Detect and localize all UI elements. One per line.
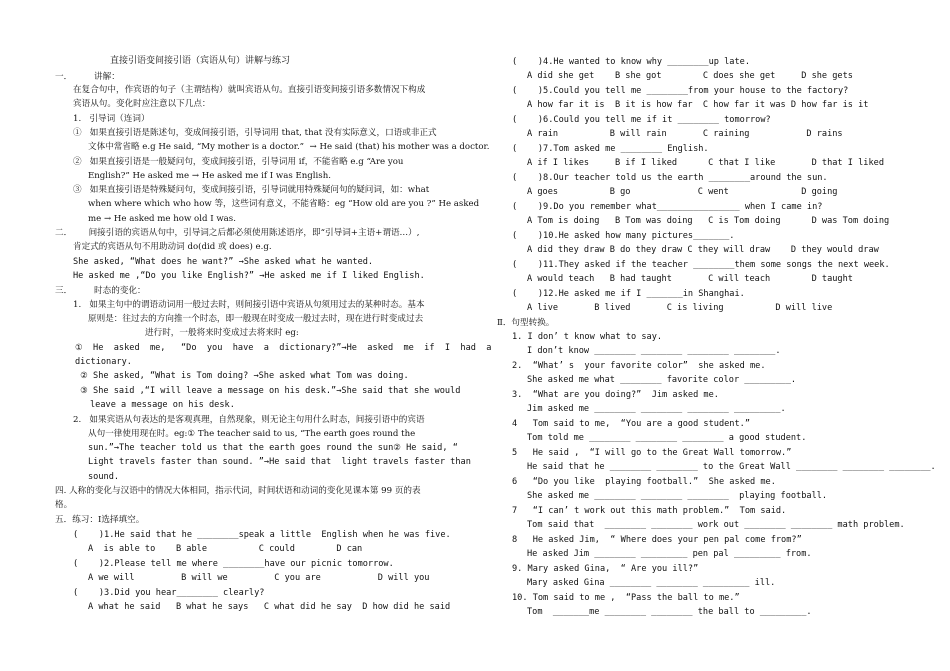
- left-text-line: 三． 时态的变化：: [55, 286, 146, 296]
- right-text-line: A Tom is doing B Tom was doing C is Tom doing D was Tom doing: [527, 216, 890, 226]
- left-text-line: 一． 讲解：: [55, 72, 120, 82]
- left-text-line: ( )1.He said that he ________speak a little English when he was five.: [73, 530, 451, 540]
- left-text-line: 进行时，一般将来时变成过去将来时 eg:: [145, 328, 299, 338]
- left-text-line: 五．练习：Ⅰ选择填空。: [55, 515, 145, 525]
- left-text-line: ① He asked me, “Do you have a dictionary?”→He asked me if I had a: [75, 343, 492, 353]
- right-text-line: ( )12.He asked me if I _______in Shanghai.: [512, 289, 745, 299]
- left-text-line: ( )3.Did you hear________ clearly?: [73, 588, 265, 598]
- left-text-line: when where which who how 等，这些词有意义，不能省略：eg “How old are you ?” He asked: [88, 199, 480, 209]
- right-text-line: ( )5.Could you tell me ________from your house to the factory?: [512, 86, 849, 96]
- left-text-line: 文体中常省略 e.g He said, “My mother is a doctor.” → He said (that) his mother was a doctor.: [88, 142, 490, 152]
- right-text-line: 10. Tom said to me , “Pass the ball to me.”: [512, 593, 740, 603]
- right-text-line: Ⅱ．句型转换。: [497, 318, 555, 328]
- right-text-line: ( )10.He asked how many pictures_______.: [512, 231, 735, 241]
- left-text-line: 宾语从句。变化时应注意以下几点：: [73, 99, 211, 109]
- right-text-line: ( )6.Could you tell me if it ________ tomorrow?: [512, 115, 771, 125]
- left-text-line: A we will B will we C you are D will you: [88, 573, 430, 583]
- left-text-line: Light travels faster than sound. ”→He said that light travels faster than: [88, 457, 471, 467]
- left-text-line: 四. 人称的变化与汉语中的情况大体相同，指示代词，时间状语和动词的变化见课本第 99 页的表: [55, 486, 421, 496]
- right-text-line: She asked me ________ ________ ________ playing football.: [527, 491, 828, 501]
- left-text-line: 二． 间接引语的宾语从句中，引导词之后都必须使用陈述语序，即“引导词+主语+谓语…）,: [55, 228, 420, 238]
- right-text-line: A did she get B she got C does she get D she gets: [527, 71, 853, 81]
- left-text-line: dictionary.: [75, 357, 132, 367]
- right-text-line: 2. “What’ s your favorite color” she asked me.: [512, 361, 766, 371]
- left-text-line: A is able to B able C could D can: [88, 544, 363, 554]
- left-text-line: 1. 引导词（连词）: [73, 114, 150, 124]
- right-text-line: 5 He said , “I will go to the Great Wall tomorrow.”: [512, 448, 792, 458]
- right-text-line: 8 He asked Jim, “ Where does your pen pal come from?”: [512, 535, 802, 545]
- right-text-line: 1. I don’ t know what to say.: [512, 332, 663, 342]
- left-text-line: me → He asked me how old I was.: [88, 214, 236, 224]
- left-text-line: ③ 如果直接引语是特殊疑问句，变成间接引语，引导词就用特殊疑问句的疑问词，如：what: [73, 185, 430, 195]
- left-text-line: ② She asked, “What is Tom doing? →She asked what Tom was doing.: [75, 371, 409, 381]
- left-text-line: 直接引语变间接引语（宾语从句）讲解与练习: [110, 56, 291, 66]
- right-text-line: He said that he ________ ________ to the Great Wall ________ ________ ________.: [527, 462, 936, 472]
- left-text-line: 从句一律使用现在时。eg:① The teacher said to us, “The earth goes round the: [88, 429, 416, 439]
- right-text-line: A would teach B had taught C will teach D taught: [527, 274, 853, 284]
- left-text-line: 肯定式的宾语从句不用助动词 do(did 或 does) e.g.: [73, 242, 272, 252]
- right-text-line: Mary asked Gina ________ ________ _________ ill.: [527, 578, 776, 588]
- left-text-line: ( )2.Please tell me where ________have our picnic tomorrow.: [73, 559, 394, 569]
- right-text-line: A did they draw B do they draw C they will draw D they would draw: [527, 245, 879, 255]
- right-text-line: She asked me what ________ favorite color _________.: [527, 375, 797, 385]
- right-text-line: 4 Tom said to me, “You are a good student.”: [512, 419, 750, 429]
- left-text-line: 1. 如果主句中的谓语动词用一般过去时，则间接引语中宾语从句须用过去的某种时态。基本: [73, 300, 425, 310]
- right-text-line: He asked Jim ________ _________ pen pal _________ from.: [527, 549, 812, 559]
- right-text-line: A live B lived C is living D will live: [527, 303, 833, 313]
- right-text-line: Tom _______me ________ ________ the ball to _________.: [527, 607, 812, 617]
- left-text-line: 在复合句中，作宾语的句子（主谓结构）就叫宾语从句。直接引语变间接引语多数情况下构成: [73, 85, 426, 95]
- left-text-line: ③ She said ,“I will leave a message on his desk.”→She said that she would: [75, 386, 461, 396]
- left-text-line: He asked me ,“Do you like English?” →He asked me if I liked English.: [73, 271, 425, 281]
- right-text-line: ( )9.Do you remember what________________ when I came in?: [512, 202, 823, 212]
- right-text-line: Tom said that ________ ________ work out ________ ________ math problem.: [527, 520, 905, 530]
- right-text-line: 9. Mary asked Gina, “ Are you ill?”: [512, 564, 699, 574]
- right-text-line: I don’t know ________ ________ ________ ________.: [527, 346, 781, 356]
- left-text-line: 原则是：往过去的方向推一个时态，即一般现在时变成一般过去时，现在进行时变成过去: [88, 314, 424, 324]
- right-text-line: ( )7.Tom asked me ________ English.: [512, 144, 709, 154]
- right-text-line: Jim asked me ________ ________ ________ _________.: [527, 404, 786, 414]
- right-text-line: Tom told me ________ ________ ________ a good student.: [527, 433, 807, 443]
- right-text-line: 7 “I can’ t work out this math problem.” Tom said.: [512, 506, 787, 516]
- left-text-line: leave a message on his desk.: [90, 400, 235, 410]
- right-text-line: 3. “What are you doing?” Jim asked me.: [512, 390, 719, 400]
- left-text-line: sun.”→The teacher told us that the earth goes round the sun② He said, “: [88, 443, 458, 453]
- right-text-line: A rain B will rain C raining D rains: [527, 129, 843, 139]
- left-text-line: sound.: [88, 472, 120, 482]
- right-text-line: ( )8.Our teacher told us the earth ________around the sun.: [512, 173, 828, 183]
- left-text-line: 2. 如果宾语从句表达的是客观真理，自然现象，则无论主句用什么时态，间接引语中的宾语: [73, 415, 425, 425]
- right-text-line: A how far it is B it is how far C how far it was D how far is it: [527, 100, 869, 110]
- left-text-line: ① 如果直接引语是陈述句，变成间接引语，引导词用 that, that 没有实际意义，口语或非正式: [73, 128, 437, 138]
- right-text-line: 6 “Do you like playing football.” She asked me.: [512, 477, 776, 487]
- right-text-line: ( )4.He wanted to know why ________up late.: [512, 57, 750, 67]
- left-text-line: English?” He asked me → He asked me if I was English.: [88, 171, 331, 181]
- right-text-line: ( )11.They asked if the teacher ________them some songs the next week.: [512, 260, 890, 270]
- left-text-line: A what he said B what he says C what did he say D how did he said: [88, 602, 451, 612]
- right-text-line: A if I likes B if I liked C that I like D that I liked: [527, 158, 884, 168]
- right-text-line: A goes B go C went D going: [527, 187, 838, 197]
- left-text-line: She asked, “What does he want?” →She asked what he wanted.: [73, 257, 374, 267]
- left-text-line: 格。: [55, 500, 73, 510]
- left-text-line: ② 如果直接引语是一般疑问句，变成间接引语，引导词用 if，不能省略 e.g “Are you: [73, 157, 404, 167]
